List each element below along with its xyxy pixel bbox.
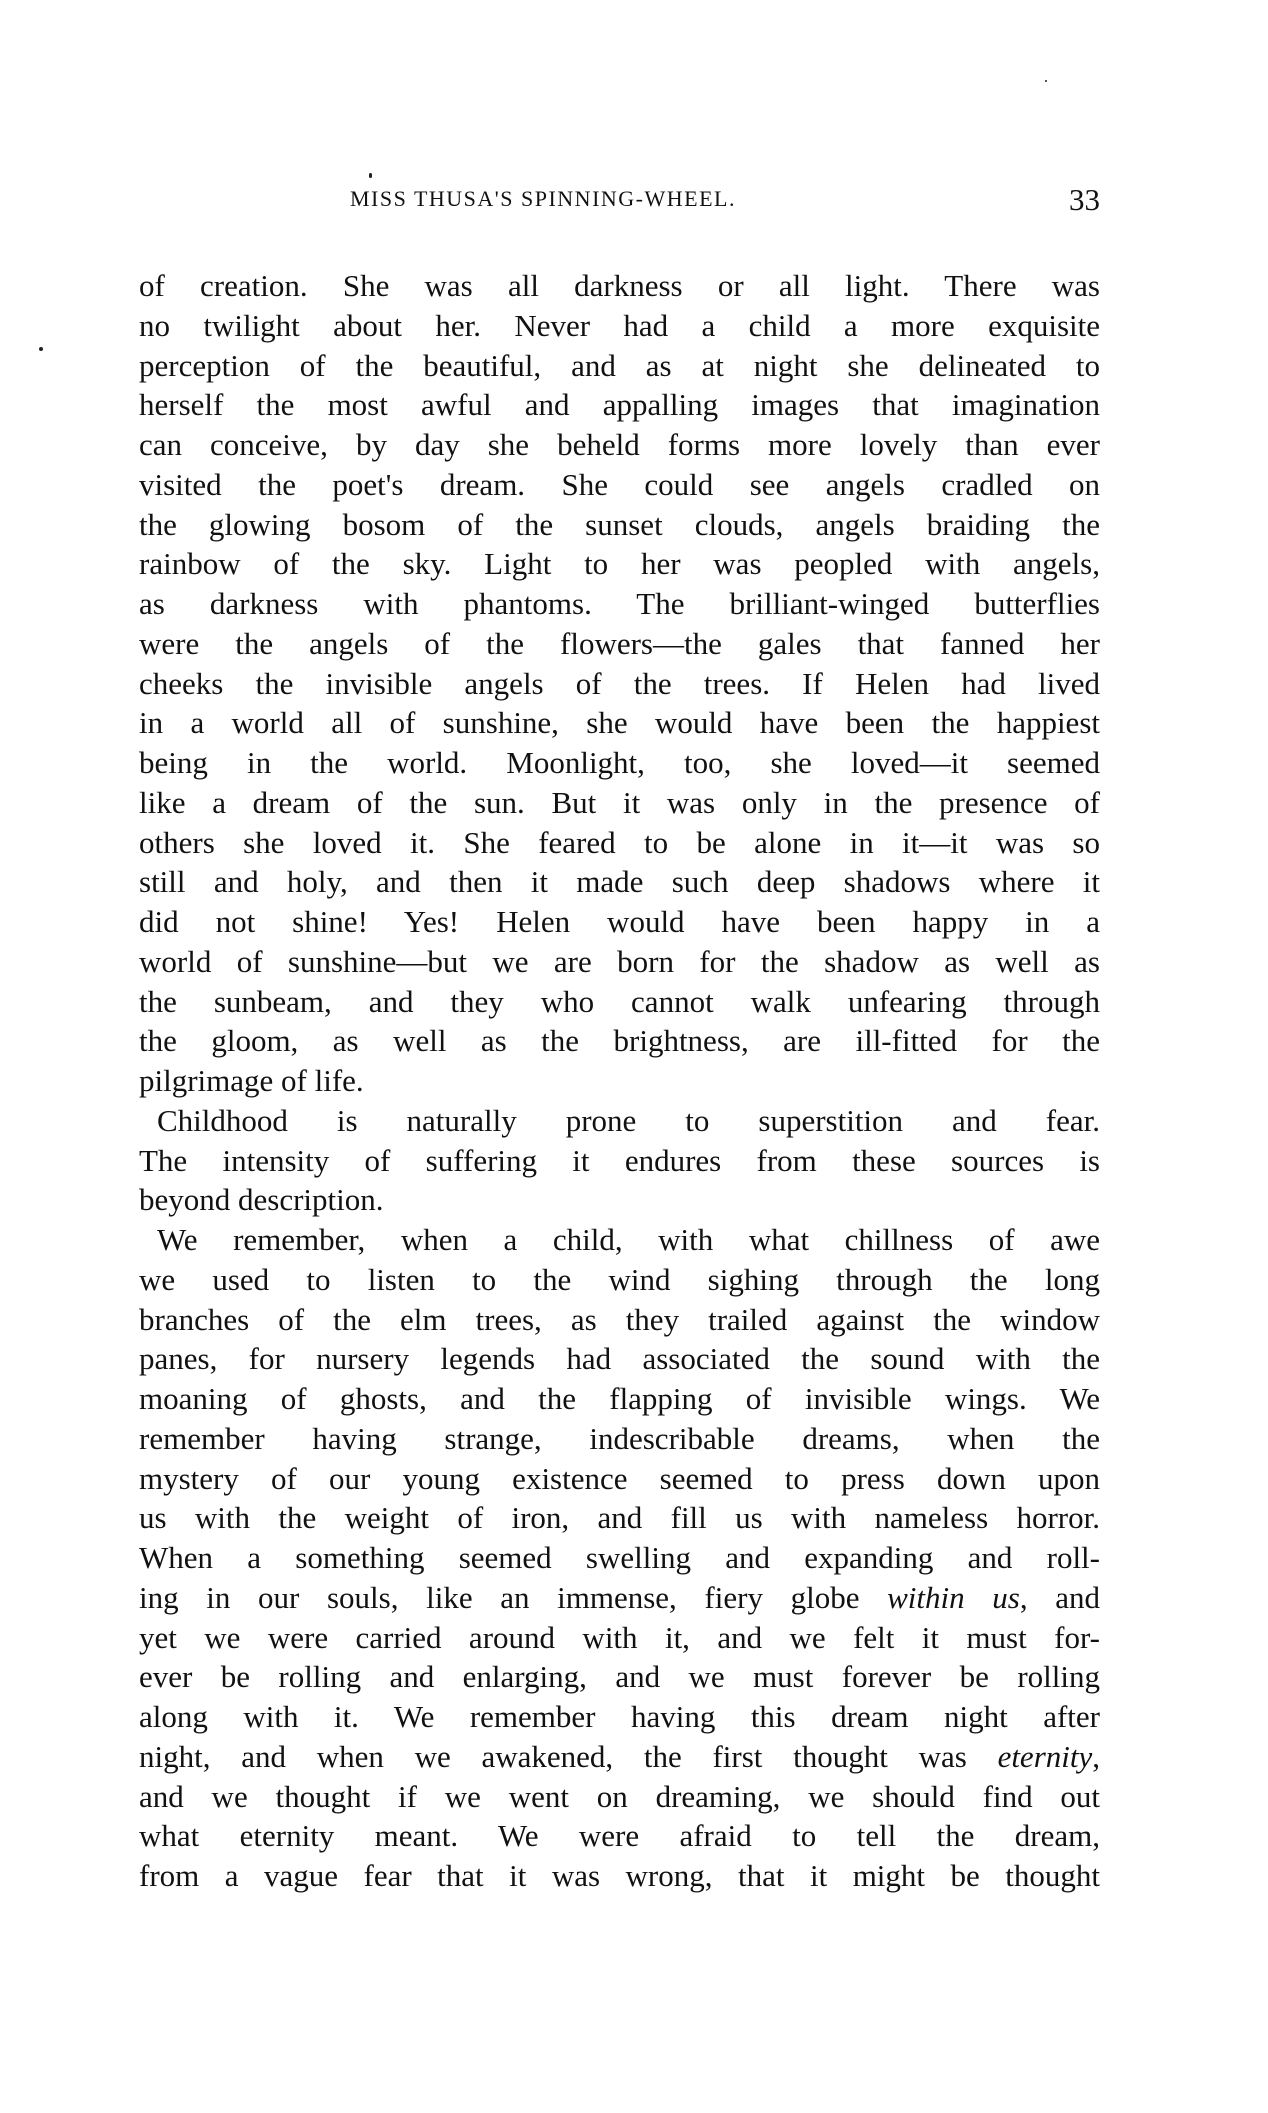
scan-speck — [39, 347, 43, 351]
text-line: When a something seemed swelling and expanding and roll- — [139, 1540, 1100, 1575]
text-line: world of sunshine—but we are born for the shadow as well as — [139, 943, 1100, 979]
text-line: can conceive, by day she beheld forms more lovely than ever — [139, 427, 1100, 462]
text-line: were the angels of the flowers—the gales that fanned her — [139, 625, 1100, 661]
text-line: like a dream of the sun. But it was only in the presence of — [139, 784, 1100, 820]
text-line: no twilight about her. Never had a child a more exquisite — [139, 307, 1100, 343]
text-line: ever be rolling and enlarging, and we must forever be rolling — [139, 1659, 1100, 1695]
paragraph — [139, 1101, 1100, 1220]
page-number: 33 — [1069, 182, 1100, 217]
text-line: being in the world. Moonlight, too, she loved—it seemed — [139, 745, 1100, 780]
text-line: did not shine! Yes! Helen would have been happy in a — [139, 904, 1100, 939]
text-line: Childhood is naturally prone to superstition and fear. — [157, 1102, 1100, 1138]
text-line — [139, 1737, 1100, 1777]
text-line: the sunbeam, and they who cannot walk unfearing through — [139, 983, 1100, 1019]
text-segment: , and — [1019, 1579, 1100, 1615]
running-header — [350, 182, 1100, 226]
text-line: in a world all of sunshine, she would have been the happiest — [139, 705, 1100, 741]
text-line: the glowing bosom of the sunset clouds, angels braiding the — [139, 506, 1100, 542]
text-line — [139, 1578, 1100, 1618]
text-line: branches of the elm trees, as they trailed against the window — [139, 1301, 1100, 1337]
italic-emphasis: eternity — [997, 1738, 1093, 1774]
text-line: us with the weight of iron, and fill us with nameless horror. — [139, 1500, 1100, 1536]
text-line: herself the most awful and appalling images that imagination — [139, 387, 1100, 423]
text-line: from a vague fear that it was wrong, that it might be thought — [139, 1858, 1100, 1893]
text-line: still and holy, and then it made such deep shadows where it — [139, 864, 1100, 900]
text-segment: ing in our souls, like an immense, fiery globe — [139, 1579, 888, 1615]
running-title: MISS THUSA'S SPINNING-WHEEL. — [350, 186, 736, 211]
text-line: along with it. We remember having this dream night after — [139, 1699, 1100, 1734]
paragraph — [139, 266, 1100, 1101]
text-line: mystery of our young existence seemed to press down upon — [139, 1460, 1100, 1496]
text-line: moaning of ghosts, and the flapping of invisible wings. We — [139, 1381, 1100, 1416]
text-line: we used to listen to the wind sighing through the long — [139, 1261, 1100, 1297]
text-line: yet we were carried around with it, and we felt it must for- — [139, 1619, 1100, 1655]
body-text — [139, 266, 1100, 1896]
text-line: of creation. She was all darkness or all light. There was — [139, 268, 1100, 303]
text-line: the gloom, as well as the brightness, are ill-fitted for the — [139, 1023, 1100, 1059]
text-line: pilgrimage of life. — [139, 1063, 364, 1098]
text-line: remember having strange, indescribable dreams, when the — [139, 1420, 1100, 1456]
text-segment: , — [1092, 1738, 1100, 1774]
scan-speck — [1045, 80, 1047, 82]
text-line: panes, for nursery legends had associated the sound with the — [139, 1341, 1100, 1377]
text-line: and we thought if we went on dreaming, we should find out — [139, 1778, 1100, 1814]
text-line: rainbow of the sky. Light to her was peopled with angels, — [139, 546, 1100, 582]
text-segment: night, and when we awakened, the first thought was — [139, 1738, 998, 1774]
text-line: what eternity meant. We were afraid to tell the dream, — [139, 1818, 1100, 1854]
text-line: visited the poet's dream. She could see angels cradled on — [139, 466, 1100, 502]
text-line: as darkness with phantoms. The brilliant-winged butterflies — [139, 586, 1100, 621]
paragraph — [139, 1220, 1100, 1896]
italic-emphasis: within us — [887, 1579, 1020, 1615]
text-line: We remember, when a child, with what chillness of awe — [157, 1222, 1100, 1257]
scan-speck — [369, 173, 372, 178]
text-line: The intensity of suffering it endures from these sources is — [139, 1142, 1100, 1178]
text-line: others she loved it. She feared to be alone in it—it was so — [139, 824, 1100, 860]
text-line: perception of the beautiful, and as at night she delineated to — [139, 347, 1100, 383]
text-line: cheeks the invisible angels of the trees. If Helen had lived — [139, 665, 1100, 701]
text-line: beyond description. — [139, 1182, 384, 1218]
